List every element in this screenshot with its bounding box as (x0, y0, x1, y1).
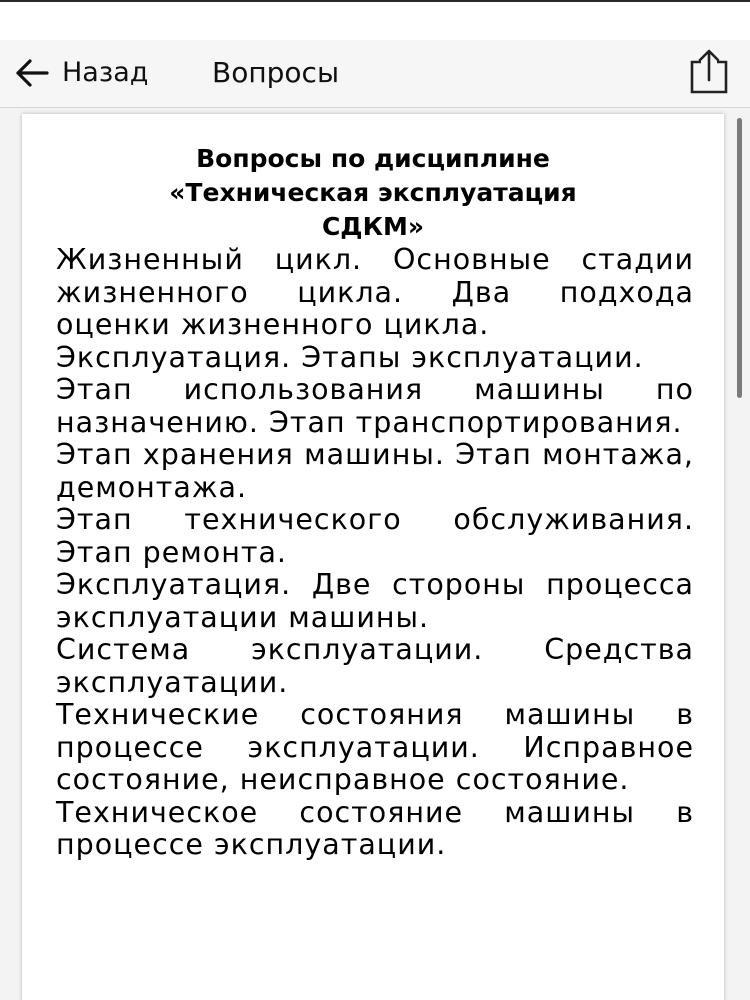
navigation-bar (0, 40, 750, 108)
question-item: Жизненный цикл. Основные стадии жизненного цикла. Два подхода оценки жизненного цикла. (56, 243, 694, 341)
question-item: Эксплуатация. Две стороны процесса эксплуатации машины. (56, 568, 694, 634)
question-item: Эксплуатация. Этапы эксплуатации. (56, 340, 644, 374)
document-page (22, 114, 724, 1000)
question-item: Технические состояния машины в процессе эксплуатации. Исправное состояние, неисправное состояние. (56, 698, 694, 796)
page-title: Вопросы (212, 56, 340, 89)
back-button[interactable] (14, 50, 148, 96)
share-button[interactable] (684, 48, 732, 96)
scrollbar[interactable] (737, 118, 742, 398)
share-icon (684, 48, 732, 96)
question-item: Этап технического обслуживания. Этап ремонта. (56, 503, 694, 569)
document-body (56, 244, 694, 862)
question-item: Техническое состояние машины в процессе эксплуатации. (56, 795, 694, 861)
question-item: Система эксплуатации. Средства эксплуатации. (56, 633, 694, 699)
back-label: Назад (62, 57, 149, 88)
question-item: Этап использования машины по назначению. Этап транспортирования. (56, 373, 694, 439)
document-title (22, 142, 724, 244)
arrow-left-icon (14, 58, 50, 88)
document-viewer[interactable] (0, 108, 750, 1000)
status-bar (0, 0, 750, 40)
title-line: СДКМ» (321, 212, 425, 241)
title-line: Вопросы по дисциплине (196, 144, 550, 173)
title-line: «Техническая эксплуатация (169, 178, 577, 207)
question-item: Этап хранения машины. Этап монтажа, демонтажа. (56, 438, 694, 504)
